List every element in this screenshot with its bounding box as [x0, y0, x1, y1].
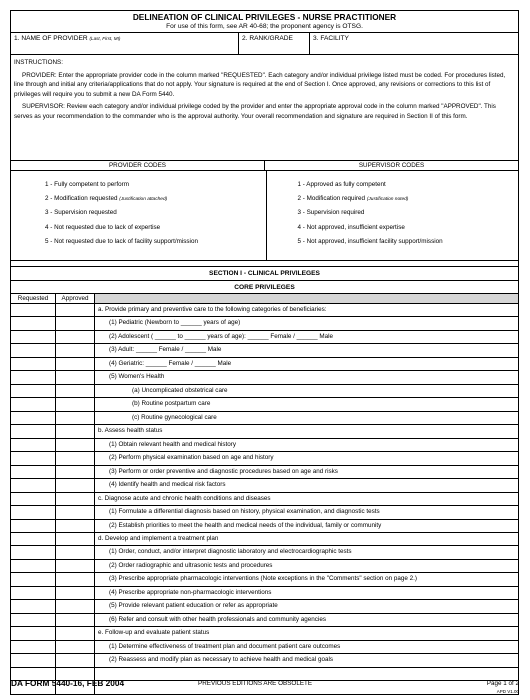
supervisor-code-text: 4 - Not approved, insufficient expertise — [297, 223, 405, 231]
approved-code-cell[interactable] — [56, 627, 95, 639]
clinical-privileges-form — [10, 10, 519, 695]
codes-body — [11, 170, 518, 260]
table-row — [11, 492, 518, 505]
privilege-text: (2) Order radiographic and ultrasonic tests and procedures — [109, 561, 273, 569]
requested-code-cell[interactable] — [11, 627, 56, 639]
provider-code-item — [45, 235, 266, 249]
approved-code-cell[interactable] — [56, 546, 95, 558]
provider-code-item — [45, 221, 266, 235]
table-row — [11, 330, 518, 343]
table-row — [11, 411, 518, 424]
supervisor-code-text: 3 - Supervision required — [297, 209, 365, 217]
approved-code-cell[interactable] — [56, 425, 95, 437]
requested-code-cell[interactable] — [11, 614, 56, 626]
provider-code-item — [45, 192, 266, 206]
provider-code-item — [45, 206, 266, 220]
requested-code-cell[interactable] — [11, 600, 56, 612]
provider-info-row — [11, 32, 518, 54]
requested-code-cell[interactable] — [11, 358, 56, 370]
provider-name-label: 1. NAME OF PROVIDER — [14, 35, 88, 42]
supervisor-codes-heading: SUPERVISOR CODES — [264, 161, 518, 170]
supervisor-code-note: (Justification noted) — [366, 197, 409, 203]
privilege-text: (a) Uncomplicated obstetrical care — [132, 386, 228, 394]
approved-code-cell[interactable] — [56, 466, 95, 478]
approved-code-cell[interactable] — [56, 317, 95, 329]
table-row — [11, 653, 518, 666]
table-row — [11, 424, 518, 437]
table-row — [11, 613, 518, 626]
table-row — [11, 478, 518, 491]
requested-code-cell[interactable] — [11, 398, 56, 410]
requested-code-cell[interactable] — [11, 560, 56, 572]
table-row — [11, 545, 518, 558]
form-title: DELINEATION OF CLINICAL PRIVILEGES - NURSE PRACTITIONER — [132, 12, 397, 22]
privilege-text: (1) Pediatric (Newborn to ______ years of age) — [109, 319, 241, 327]
provider-codes-heading: PROVIDER CODES — [108, 162, 167, 169]
approved-code-cell[interactable] — [56, 371, 95, 383]
privilege-text: (4) Geriatric: ______ Female / ______ Male — [109, 359, 232, 367]
table-row — [11, 451, 518, 464]
form-footer — [10, 678, 519, 696]
approved-code-cell[interactable] — [56, 560, 95, 572]
rank-grade-field[interactable] — [238, 33, 309, 54]
requested-code-cell[interactable] — [11, 452, 56, 464]
approved-code-cell[interactable] — [56, 479, 95, 491]
table-row — [11, 316, 518, 329]
approved-code-cell[interactable] — [56, 412, 95, 424]
approved-code-cell[interactable] — [56, 452, 95, 464]
provider-code-note: (Justification attached) — [119, 197, 168, 203]
requested-code-cell[interactable] — [11, 439, 56, 451]
core-privileges-title: CORE PRIVILEGES — [11, 280, 518, 294]
instructions-heading: INSTRUCTIONS: — [14, 59, 63, 66]
rank-grade-label: 2. RANK/GRADE — [242, 35, 293, 42]
privileges-table — [11, 303, 518, 694]
facility-field[interactable] — [309, 33, 518, 54]
table-row — [11, 559, 518, 572]
table-row — [11, 370, 518, 383]
form-number: DA FORM 5440-16, FEB 2004 — [11, 678, 125, 688]
approved-code-cell[interactable] — [56, 506, 95, 518]
approved-code-cell[interactable] — [56, 439, 95, 451]
privilege-text: (4) Prescribe appropriate non-pharmacologic interventions — [109, 588, 272, 596]
supervisor-codes-list — [266, 171, 519, 260]
provider-code-text: 5 - Not requested due to lack of facility support/mission — [45, 237, 198, 245]
privilege-text: e. Follow-up and evaluate patient status — [98, 629, 210, 637]
privilege-text: (3) Perform or order preventive and diagnostic procedures based on age and risks — [109, 467, 338, 475]
apd-version: APD V1.00 — [496, 689, 519, 694]
table-row — [11, 357, 518, 370]
table-row — [11, 384, 518, 397]
approved-code-cell[interactable] — [56, 641, 95, 653]
approved-code-cell[interactable] — [56, 385, 95, 397]
requested-code-cell[interactable] — [11, 641, 56, 653]
table-row — [11, 519, 518, 532]
codes-header — [11, 160, 518, 170]
approved-column-header: Approved — [56, 294, 95, 303]
approved-code-cell[interactable] — [56, 614, 95, 626]
requested-code-cell[interactable] — [11, 506, 56, 518]
supervisor-code-item — [298, 221, 519, 235]
requested-code-cell[interactable] — [11, 304, 56, 316]
approved-code-cell[interactable] — [56, 344, 95, 356]
requested-code-cell[interactable] — [11, 344, 56, 356]
instructions-block — [11, 54, 518, 160]
requested-code-cell[interactable] — [11, 654, 56, 666]
table-row — [11, 465, 518, 478]
supervisor-code-item — [298, 235, 519, 249]
requested-code-cell[interactable] — [11, 412, 56, 424]
requested-code-cell[interactable] — [11, 546, 56, 558]
requested-code-cell[interactable] — [11, 425, 56, 437]
privilege-text: (1) Formulate a differential diagnosis based on history, physical examination, and diagnostic tests — [109, 508, 380, 516]
approved-code-cell[interactable] — [56, 573, 95, 585]
table-row — [11, 626, 518, 639]
form-subtitle: For use of this form, see AR 40-68; the proponent agency is OTSG. — [166, 23, 363, 30]
privilege-text: (1) Determine effectiveness of treatment plan and document patient care outcomes — [109, 642, 341, 650]
provider-code-item — [45, 178, 266, 192]
privilege-text: (6) Refer and consult with other health professionals and community agencies — [109, 615, 327, 623]
privilege-text: b. Assess health status — [98, 427, 163, 435]
privilege-text: (2) Establish priorities to meet the health and medical needs of the individual, family or community — [109, 521, 382, 529]
approved-code-cell[interactable] — [56, 587, 95, 599]
table-row — [11, 599, 518, 612]
table-row — [11, 438, 518, 451]
facility-label: 3. FACILITY — [313, 35, 349, 42]
table-row — [11, 343, 518, 356]
supervisor-code-item — [298, 206, 519, 220]
privilege-text: a. Provide primary and preventive care to the following categories of beneficiaries: — [98, 306, 327, 313]
requested-code-cell[interactable] — [11, 317, 56, 329]
provider-codes-list — [11, 171, 266, 260]
approved-code-cell[interactable] — [56, 654, 95, 666]
supervisor-code-item — [298, 178, 519, 192]
requested-code-cell[interactable] — [11, 466, 56, 478]
privilege-text: (b) Routine postpartum care — [132, 400, 211, 408]
approved-code-cell[interactable] — [56, 520, 95, 532]
privilege-text: (1) Obtain relevant health and medical history — [109, 440, 237, 448]
requested-code-cell[interactable] — [11, 385, 56, 397]
privilege-text: (3) Prescribe appropriate pharmacologic interventions (Note exceptions in the "Comments" section on page 2.) — [109, 575, 417, 583]
requested-code-cell[interactable] — [11, 587, 56, 599]
table-row — [11, 532, 518, 545]
privilege-text: (2) Reassess and modify plan as necessary to achieve health and medical goals — [109, 656, 334, 664]
requested-code-cell[interactable] — [11, 493, 56, 505]
requested-code-cell[interactable] — [11, 520, 56, 532]
table-row — [11, 586, 518, 599]
privilege-text: (2) Adolescent ( ______ to ______ years of age): ______ Female / ______ Male — [109, 332, 334, 340]
privilege-text: (1) Order, conduct, and/or interpret diagnostic laboratory and electrocardiographic tests — [109, 548, 352, 556]
privilege-text: d. Develop and implement a treatment plan — [98, 534, 219, 542]
requested-code-cell[interactable] — [11, 371, 56, 383]
obsolete-notice: PREVIOUS EDITIONS ARE OBSOLETE — [198, 680, 313, 687]
provider-code-text: 2 - Modification requested — [45, 195, 120, 203]
provider-name-hint: (Last, First, MI) — [89, 36, 121, 41]
provider-code-text: 3 - Supervision requested — [45, 209, 117, 217]
privilege-text: (c) Routine gynecological care — [132, 413, 217, 421]
approved-code-cell[interactable] — [56, 331, 95, 343]
approved-code-cell[interactable] — [56, 600, 95, 612]
approved-code-cell[interactable] — [56, 304, 95, 316]
requested-code-cell[interactable] — [11, 533, 56, 545]
approved-code-cell[interactable] — [56, 533, 95, 545]
privilege-text: (2) Perform physical examination based on age and history — [109, 454, 274, 462]
provider-name-field[interactable] — [11, 33, 238, 54]
supervisor-code-item — [298, 192, 519, 206]
provider-code-text: 1 - Fully competent to perform — [45, 181, 129, 188]
privilege-text: (4) Identify health and medical risk factors — [109, 481, 226, 489]
provider-code-text: 4 - Not requested due to lack of expertise — [45, 223, 161, 231]
page-number: Page 1 of 2 — [486, 680, 519, 687]
requested-code-cell[interactable] — [11, 479, 56, 491]
table-row — [11, 572, 518, 585]
requested-column-header: Requested — [11, 294, 56, 303]
privileges-column-header — [11, 293, 518, 303]
supervisor-code-text: 1 - Approved as fully competent — [297, 181, 386, 188]
table-row — [11, 640, 518, 653]
requested-code-cell[interactable] — [11, 573, 56, 585]
supervisor-instructions: SUPERVISOR: Review each category and/or individual privilege coded by the provider and enter the appropriate approval code in the column marked "APPROVED". This serves as your recommendation to the commander who is the approval authority. Your overall recommendation and signature are required in Section II of this form. — [14, 103, 496, 120]
privilege-text: (3) Adult: ______ Female / ______ Male — [109, 346, 222, 354]
supervisor-code-text: 5 - Not approved, insufficient facility support/mission — [297, 237, 443, 245]
supervisor-code-text: 2 - Modification required — [297, 195, 367, 203]
header-shading — [95, 294, 518, 303]
table-row — [11, 397, 518, 410]
approved-code-cell[interactable] — [56, 358, 95, 370]
section-title: SECTION I - CLINICAL PRIVILEGES — [11, 266, 518, 280]
approved-code-cell[interactable] — [56, 493, 95, 505]
privilege-text: (5) Women's Health — [109, 373, 165, 381]
approved-code-cell[interactable] — [56, 398, 95, 410]
privilege-text: c. Diagnose acute and chronic health conditions and diseases — [98, 494, 271, 502]
table-row — [11, 303, 518, 316]
table-row — [11, 505, 518, 518]
provider-instructions: PROVIDER: Enter the appropriate provider code in the column marked "REQUESTED". Each category and/or individual privilege listed must be coded. For procedures listed, line through and initial any criteria/applications that do not apply. Your signature is required at the end of Section I. Once approved, any revisions or corrections to this list of privileges will require you to submit a new DA Form 5440. — [14, 71, 506, 98]
privilege-text: (5) Provide relevant patient education or refer as appropriate — [109, 602, 278, 610]
requested-code-cell[interactable] — [11, 331, 56, 343]
